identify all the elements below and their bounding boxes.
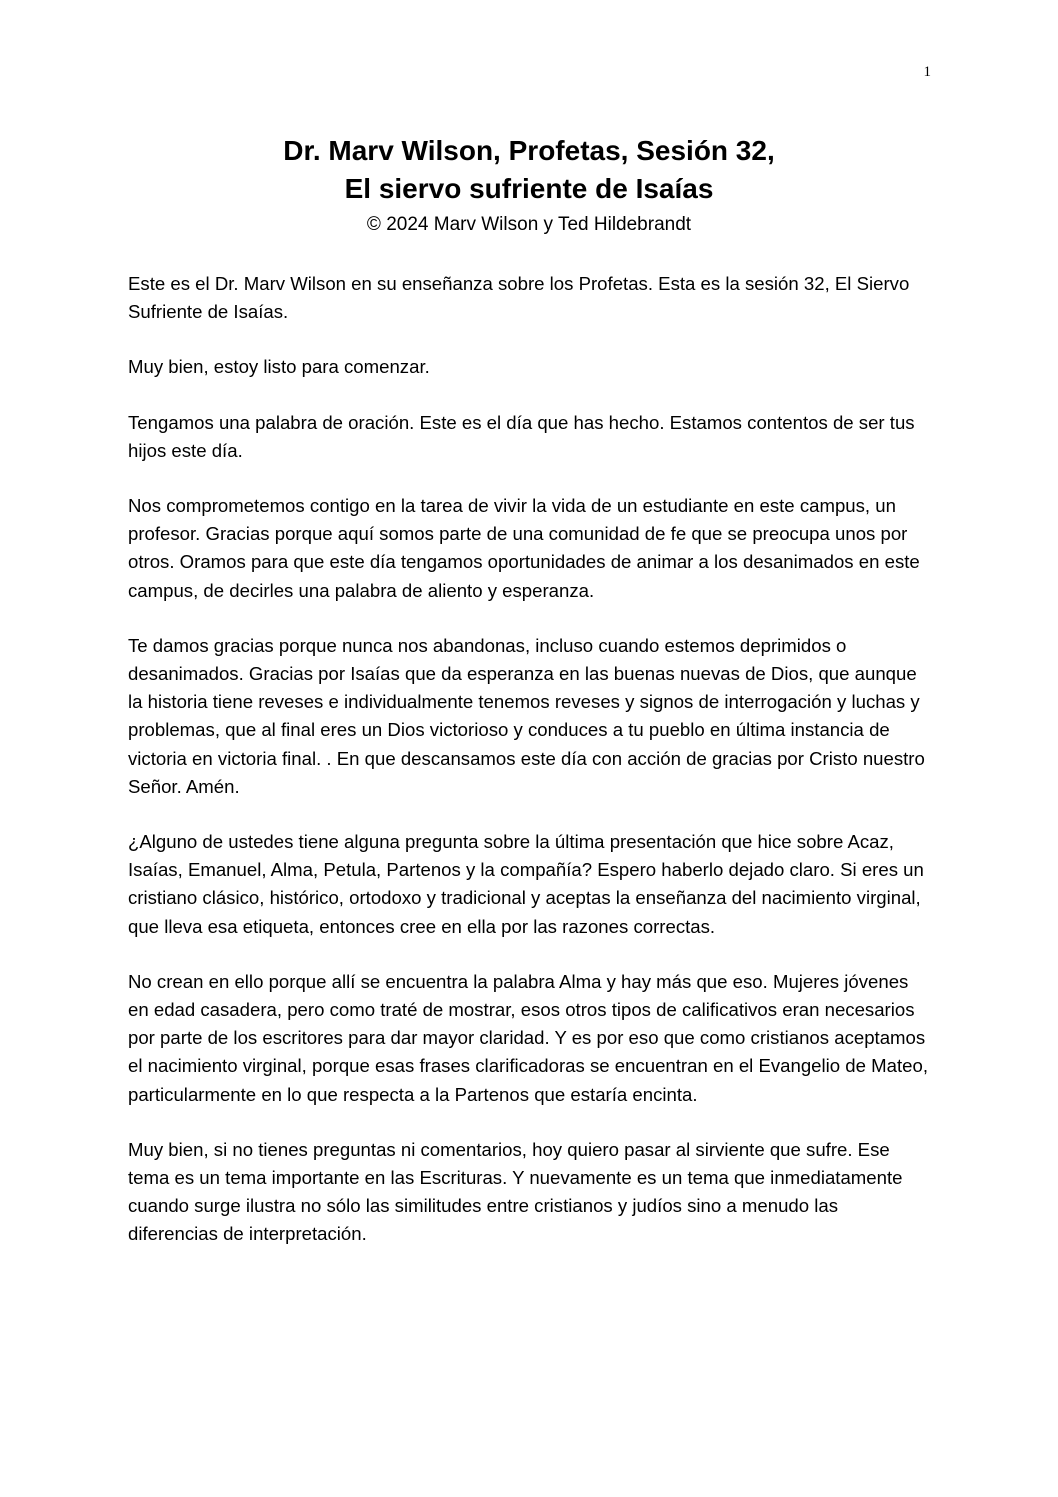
- paragraph-questions: ¿Alguno de ustedes tiene alguna pregunta sobre la última presentación que hice sobre Acaz, Isaías, Emanuel, Alma, Petula, Partenos y la compañía? Espero haberlo dejado claro. Si eres un cristiano clásico, histórico, ortodoxo y tradicional y aceptas la enseñanza del nacimiento virginal, que lleva esa etiqueta, entonces cree en ella por las razones correctas.: [128, 831, 924, 937]
- copyright-notice: © 2024 Marv Wilson y Ted Hildebrandt: [366, 214, 692, 235]
- document-title-line-1: Dr. Marv Wilson, Profetas, Sesión 32,: [283, 135, 775, 166]
- page-number: 1: [923, 64, 931, 80]
- paragraph-prayer-thanks: Te damos gracias porque nunca nos abandonas, incluso cuando estemos deprimidos o desanimados. Gracias por Isaías que da esperanza en las buenas nuevas de Dios, que aunque la historia tiene reveses e individualmente tenemos reveses y signos de interrogación y luchas y problemas, que al final eres un Dios victorioso y conduces a tu pueblo en última instancia de victoria en victoria final. . En que descansamos este día con acción de gracias por Cristo nuestro Señor. Amén.: [128, 634, 925, 797]
- paragraph-intro: Este es el Dr. Marv Wilson en su enseñanza sobre los Profetas. Esta es la sesión 32, El Siervo Sufriente de Isaías.: [128, 273, 910, 323]
- paragraph-suffering-servant: Muy bien, si no tienes preguntas ni comentarios, hoy quiero pasar al sirviente que sufre. Ese tema es un tema importante en las Escrituras. Y nuevamente es un tema que inmediatamente cuando surge ilustra no sólo las similitudes entre cristianos y judíos sino a menudo las diferencias de interpretación.: [128, 1138, 903, 1245]
- document-body: [128, 270, 930, 1276]
- paragraph-virgin-birth: No crean en ello porque allí se encuentra la palabra Alma y hay más que eso. Mujeres jóvenes en edad casadera, pero como traté de mostrar, esos otros tipos de calificativos eran necesarios por parte de los escritores para dar mayor claridad. Y es por eso que como cristianos aceptamos el nacimiento virginal, porque esas frases clarificadoras se encuentran en el Evangelio de Mateo, particularmente en lo que respecta a la Partenos que estaría encinta.: [128, 970, 928, 1105]
- paragraph-start: Muy bien, estoy listo para comenzar.: [128, 356, 430, 378]
- document-title-line-2: El siervo sufriente de Isaías: [344, 173, 714, 204]
- document-header: [0, 132, 1058, 238]
- paragraph-prayer-commitment: Nos comprometemos contigo en la tarea de vivir la vida de un estudiante en este campus, un profesor. Gracias porque aquí somos parte de una comunidad de fe que se preocupa unos por otros. Oramos para que este día tengamos oportunidades de animar a los desanimados en este campus, de decirles una palabra de aliento y esperanza.: [128, 495, 920, 601]
- paragraph-prayer-opening: Tengamos una palabra de oración. Este es el día que has hecho. Estamos contentos de ser tus hijos este día.: [128, 411, 915, 461]
